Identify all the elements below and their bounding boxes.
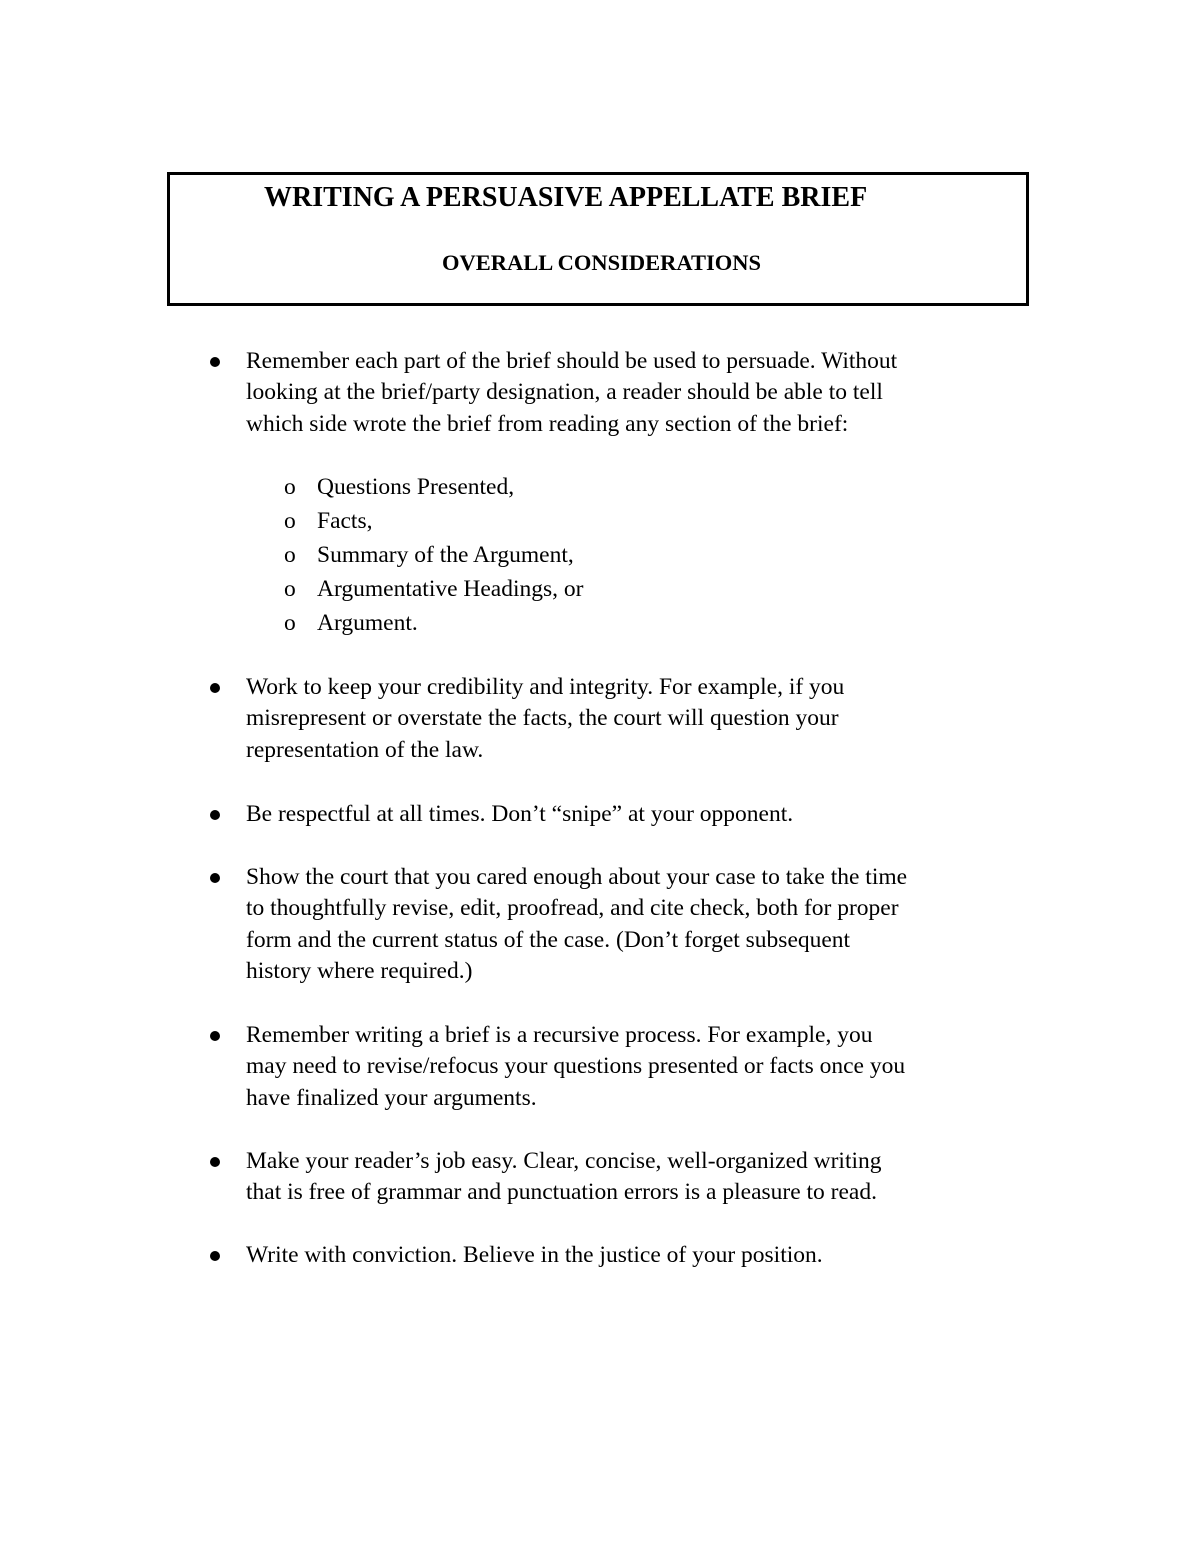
bullet-dot-icon [210,1031,220,1041]
bullet-line: representation of the law. [246,736,484,763]
bullet-dot-icon [210,357,220,367]
bullet-text [246,799,1036,830]
bullet-dot-icon [210,1157,220,1167]
bullet-text [246,862,1036,988]
bullet-line: Write with conviction. Believe in the justice of your position. [246,1242,823,1268]
hollow-circle-icon: o [284,576,296,602]
title-box [167,172,1029,306]
bullet-text [246,1240,1036,1271]
sub-list-item [0,574,1200,608]
sub-list-text: Facts, [317,508,373,534]
bullet-dot-icon [210,810,220,820]
bullet-line: have finalized your arguments. [246,1084,537,1111]
hollow-circle-icon: o [284,474,296,500]
hollow-circle-icon: o [284,610,296,636]
bullet-line: Work to keep your credibility and integrity. For example, if you [246,674,845,700]
bullet-line: form and the current status of the case. (Don’t forget subsequent [246,926,851,953]
bullet-line: history where required.) [246,958,473,985]
bullet-text [246,672,1036,766]
bullet-line: that is free of grammar and punctuation errors is a pleasure to read. [246,1179,877,1206]
sub-list-text: Argument. [317,610,418,636]
bullet-line: may need to revise/refocus your questions presented or facts once you [246,1053,906,1080]
hollow-circle-icon: o [284,542,296,568]
document-subtitle: OVERALL CONSIDERATIONS [442,250,762,275]
bullet-dot-icon [210,873,220,883]
sub-list-item [0,540,1200,574]
bullet-line: Be respectful at all times. Don’t “snipe” at your opponent. [246,801,794,827]
bullet-text [246,1146,1036,1209]
hollow-circle-icon: o [284,508,296,534]
sub-list-text: Summary of the Argument, [317,542,574,568]
bullet-line: Show the court that you cared enough about your case to take the time [246,864,908,890]
bullet-line: misrepresent or overstate the facts, the court will question your [246,705,839,732]
bullet-text [246,1020,1036,1114]
bullet-dot-icon [210,683,220,693]
bullet-line: Make your reader’s job easy. Clear, concise, well-organized writing [246,1148,882,1174]
bullet-line: looking at the brief/party designation, a reader should be able to tell [246,379,883,406]
sub-list-text: Questions Presented, [317,474,515,500]
bullet-dot-icon [210,1251,220,1261]
bullet-line: Remember writing a brief is a recursive process. For example, you [246,1022,873,1048]
bullet-line: to thoughtfully revise, edit, proofread, and cite check, both for proper [246,895,899,922]
bullet-line: Remember each part of the brief should be used to persuade. Without [246,348,898,374]
sub-list-item [0,472,1200,506]
document-title: WRITING A PERSUASIVE APPELLATE BRIEF [264,182,868,213]
sub-list-item [0,506,1200,540]
bullet-line: which side wrote the brief from reading any section of the brief: [246,410,849,437]
sub-list-item [0,608,1200,642]
bullet-text [246,346,1036,440]
sub-list-text: Argumentative Headings, or [317,576,584,602]
